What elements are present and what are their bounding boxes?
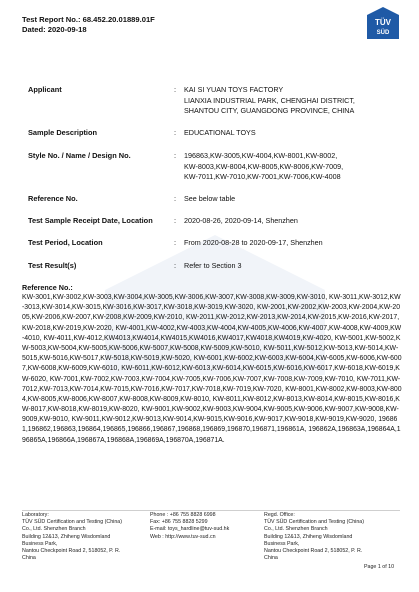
page-number: Page 1 of 10 (364, 564, 395, 570)
footer-contact: Phone : +86 755 8828 6998 Fax: +86 755 8828 5299 E-mail: toys_hardline@tuv-sud.hk Web : http://www.tuv-sud.cn (150, 512, 230, 540)
field-value: EDUCATIONAL TOYS (184, 128, 256, 137)
field-value: Refer to Section 3 (184, 261, 242, 270)
field-label: Applicant (28, 85, 62, 94)
logo-text: TÜV (375, 18, 391, 27)
footer-laboratory: Laboratory: TÜV SÜD Certification and Testing (China) Co., Ltd. Shenzhen Branch Building 12&13, Zhiheng Wisdomland Business Park, Nantou Checkpoint Road 2, 518052, P. R. China (22, 512, 122, 562)
field-label: Test Sample Receipt Date, Location (28, 216, 153, 225)
reference-heading: Reference No.: (22, 283, 73, 292)
report-page: Test Report No.: 68.452.20.01889.01F Dated: 2020-09-18 TÜV SÜD Applicant : KAI SI YUAN TOYS FACTORY LIANXIA INDUSTRIAL PARK, CHENGHAI DISTRICT, SHANTOU CITY, GUANGDONG PROVINCE, CHINA Sample Description : EDUCATIONAL TOYS Style No. / Name / Design No. : 196863,KW-3005,KW-4004,KW-8001,KW-8002, KW-8003,KW-8004,KW-8005,KW-8006,KW-7009, KW-7011,KW-7010,KW-7001,KW-7006,KW-4008 Reference No. : See below table Test Sample Receipt Date, Location : 2020-08-26, 2020-09-14, Shenzhen Test Period, Location : From 2020-08-28 to 2020-09-17, Shenzhen Test Result(s) : Refer to Section 3 Reference No.: KW-3001,KW-3002,KW-3003,KW-3004,KW-3005,KW-3006,KW-3007,KW-3008,KW-3009,KW-3010, KW-3011,KW-3012,KW-3013,KW-3014,KW-3015,KW-3016,KW-3017,KW-3018,KW-3019,KW-3020, KW-2001,KW-2002,KW-2003,KW-2004,KW-2005,KW-2006,KW-2007,KW-2008,KW-2009,KW-2010, KW-2011,KW-2012,KW-2013,KW-2014,KW-2015,KW-2016,KW-2017,KW-2018,KW-2019,KW-2020, KW-4001,KW-4002,KW-4003,KW-4004,KW-4005,KW-4006,KW-4007,KW-4008,KW-4009,KW-4010, KW-4011,KW-4012,KW4013,KW4014,KW4015,KW4016,KW4017,KW4018,KW4019,KW-4020, KW-5001,KW-5002,KW-5003,KW-5004,KW-5005,KW-5006,KW-5007,KW-5008,KW-5009,KW-5010, KW-5011,KW-5012,KW-5013,KW-5014,KW-5015,KW-5016,KW-5017,KW-5018,KW-5019,KW-5020, KW-6001,KW-6002,KW-6003,KW-6004,KW-6005,KW-6006,KW-6007,KW-6008,KW-6009,KW-6010, KW-6011,KW-6012,KW-6013,KW-6014,KW-6015,KW-6016,KW-6017,KW-6018,KW-6019,KW-6020, KW-7001,KW-7002,KW-7003,KW-7004,KW-7005,KW-7006,KW-7007,KW-7008,KW-7009,KW-7010, KW-7011,KW-7012,KW-7013,KW-7014,KW-7015,KW-7016,KW-7017,KW-7018,KW-7019,KW-7020, KW-8001,KW-8002,KW-8003,KW-8004,KW-8005,KW-8006,KW-8007,KW-8008,KW-8009,KW-8010, KW-8011,KW-8012,KW-8013,KW-8014,KW-8015,KW-8016,KW-8017,KW-8018,KW-8019,KW-8020, KW-9001,KW-9002,KW-9003,KW-9004,KW-9005,KW-9006,KW-9007,KW-9008,KW-9009,KW-9010, KW-9011,KW-9012,KW-9013,KW-9014,KW-9015,KW-9016,KW-9017,KW-9018,KW-9019,KW-9020, 196861,196862,196863,196864,196865,196866,196867,196868,196869,196870,196871,196861A, 196862A,196863A,196864A,196865A,196866A,196867A,196868A,196869A,196870A,196871A. Laboratory: TÜV SÜD Certification and Testing (China) Co., Ltd. Shenzhen Branch Building 12&13, Zhiheng Wisdomland Business Park, Nantou Checkpoint Road 2, 518052, P. R. China Phone : +86 755 8828 6998 Fax: +86 755 8828 5299 E-mail: toys_hardline@tuv-sud.hk Web : http://www.tuv-sud.cn Regd. Office: TÜV SÜD Certification and Testing (China) Co., Ltd. Shenzhen Branch Building 12&13, Zhiheng Wisdomland Business Park, Nantou Checkpoint Road 2, 518052, P. R. China Page 1 of 10 (0, 0, 419, 592)
footer-divider (22, 510, 400, 511)
report-date: Dated: 2020-09-18 (22, 25, 87, 34)
tuv-sud-logo-icon (366, 6, 400, 40)
field-label: Style No. / Name / Design No. (28, 151, 131, 160)
field-label: Sample Description (28, 128, 97, 137)
reference-list: KW-3001,KW-3002,KW-3003,KW-3004,KW-3005,KW-3006,KW-3007,KW-3008,KW-3009,KW-3010, KW-3011,KW-3012,KW-3013,KW-3014,KW-3015,KW-3016,KW-3017,KW-3018,KW-3019,KW-3020, KW-2001,KW-2002,KW-2003,KW-2004,KW-2005,KW-2006,KW-2007,KW-2008,KW-2009,KW-2010, KW-2011,KW-2012,KW-2013,KW-2014,KW-2015,KW-2016,KW-2017,KW-2018,KW-2019,KW-2020, KW-4001,KW-4002,KW-4003,KW-4004,KW-4005,KW-4006,KW-4007,KW-4008,KW-4009,KW-4010, KW-4011,KW-4012,KW4013,KW4014,KW4015,KW4016,KW4017,KW4018,KW4019,KW-4020, KW-5001,KW-5002,KW-5003,KW-5004,KW-5005,KW-5006,KW-5007,KW-5008,KW-5009,KW-5010, KW-5011,KW-5012,KW-5013,KW-5014,KW-5015,KW-5016,KW-5017,KW-5018,KW-5019,KW-5020, KW-6001,KW-6002,KW-6003,KW-6004,KW-6005,KW-6006,KW-6007,KW-6008,KW-6009,KW-6010, KW-6011,KW-6012,KW-6013,KW-6014,KW-6015,KW-6016,KW-6017,KW-6018,KW-6019,KW-6020, KW-7001,KW-7002,KW-7003,KW-7004,KW-7005,KW-7006,KW-7007,KW-7008,KW-7009,KW-7010, KW-7011,KW-7012,KW-7013,KW-7014,KW-7015,KW-7016,KW-7017,KW-7018,KW-7019,KW-7020, KW-8001,KW-8002,KW-8003,KW-8004,KW-8005,KW-8006,KW-8007,KW-8008,KW-8009,KW-8010, KW-8011,KW-8012,KW-8013,KW-8014,KW-8015,KW-8016,KW-8017,KW-8018,KW-8019,KW-8020, KW-9001,KW-9002,KW-9003,KW-9004,KW-9005,KW-9006,KW-9007,KW-9008,KW-9009,KW-9010, KW-9011,KW-9012,KW-9013,KW-9014,KW-9015,KW-9016,KW-9017,KW-9018,KW-9019,KW-9020, 196861,196862,196863,196864,196865,196866,196867,196868,196869,196870,196871,196861A, 196862A,196863A,196864A,196865A,196866A,196867A,196868A,196869A,196870A,196871A. (22, 294, 402, 444)
field-value: See below table (184, 194, 236, 203)
field-value: 2020-08-26, 2020-09-14, Shenzhen (184, 216, 298, 225)
report-number: Test Report No.: 68.452.20.01889.01F (22, 15, 155, 24)
logo-subtext: SÜD (376, 30, 390, 36)
field-label: Reference No. (28, 194, 78, 203)
field-value: 196863,KW-3005,KW-4004,KW-8001,KW-8002, KW-8003,KW-8004,KW-8005,KW-8006,KW-7009, KW-7011,KW-7010,KW-7001,KW-7006,KW-4008 (184, 151, 344, 182)
field-value: From 2020-08-28 to 2020-09-17, Shenzhen (184, 238, 323, 247)
footer-registered-office: Regd. Office: TÜV SÜD Certification and Testing (China) Co., Ltd. Shenzhen Branch Building 12&13, Zhiheng Wisdomland Business Park, Nantou Checkpoint Road 2, 518052, P. R. China (264, 512, 364, 562)
field-label: Test Result(s) (28, 261, 77, 270)
field-value: KAI SI YUAN TOYS FACTORY LIANXIA INDUSTRIAL PARK, CHENGHAI DISTRICT, SHANTOU CITY, GUANGDONG PROVINCE, CHINA (184, 85, 355, 116)
field-label: Test Period, Location (28, 238, 103, 247)
